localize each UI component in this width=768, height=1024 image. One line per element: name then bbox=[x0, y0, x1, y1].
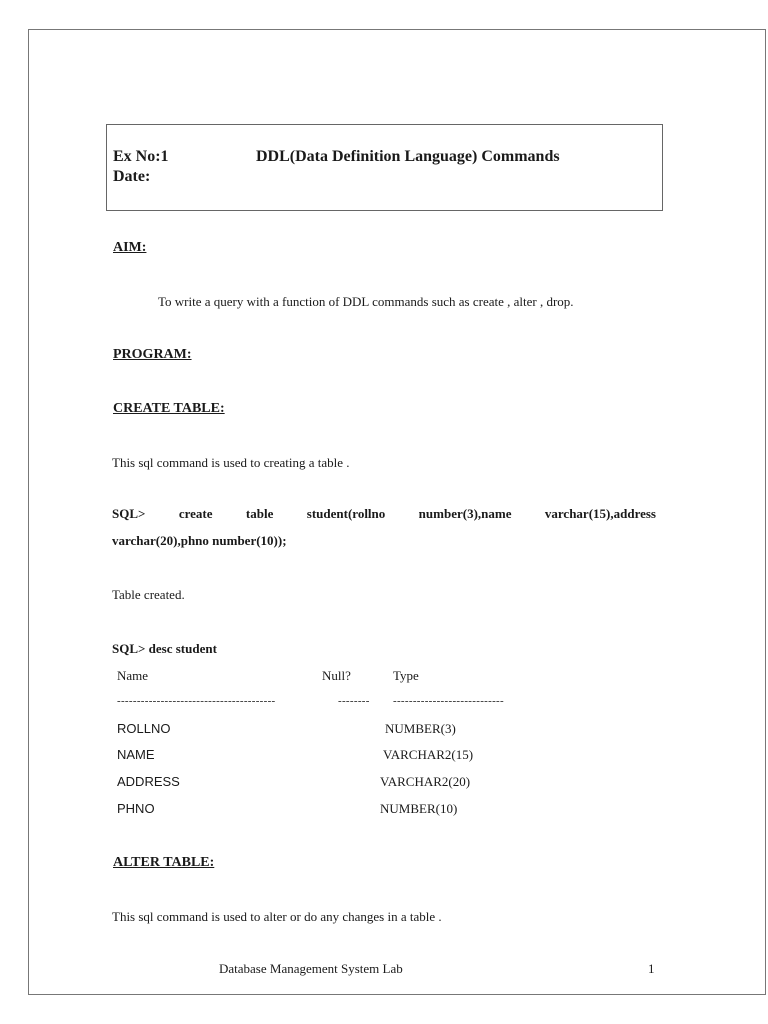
aim-heading: AIM: bbox=[113, 240, 147, 255]
create-table-heading: CREATE TABLE: bbox=[113, 401, 225, 416]
desc-command: SQL> desc student bbox=[112, 641, 217, 656]
desc-row-type: VARCHAR2(20) bbox=[380, 774, 471, 789]
desc-row-type: NUMBER(10) bbox=[380, 801, 458, 816]
alter-table-description: This sql command is used to alter or do any changes in a table . bbox=[112, 909, 442, 924]
program-heading: PROGRAM: bbox=[113, 347, 192, 362]
date-label: Date: bbox=[113, 168, 151, 185]
footer-page-number: 1 bbox=[648, 961, 655, 976]
desc-column-null: Null? bbox=[322, 668, 351, 683]
desc-separator-name: ---------------------------------------- bbox=[117, 695, 276, 707]
exercise-number: Ex No:1 bbox=[113, 148, 169, 165]
exercise-title: DDL(Data Definition Language) Commands bbox=[256, 148, 560, 165]
desc-column-name: Name bbox=[117, 668, 149, 683]
table-created-result: Table created. bbox=[112, 587, 185, 602]
desc-row-name: ROLLNO bbox=[117, 721, 171, 736]
desc-row-type: NUMBER(3) bbox=[385, 721, 456, 736]
desc-row-name: PHNO bbox=[117, 801, 155, 816]
create-sql-line-1: SQL> create table student(rollno number(3),name varchar(15),address bbox=[112, 506, 656, 521]
aim-text: To write a query with a function of DDL commands such as create , alter , drop. bbox=[158, 294, 574, 309]
alter-table-heading: ALTER TABLE: bbox=[113, 855, 215, 870]
exercise-header-box bbox=[106, 124, 663, 211]
create-sql-line-2: varchar(20),phno number(10)); bbox=[112, 533, 287, 548]
desc-row-name: NAME bbox=[117, 747, 155, 762]
create-table-description: This sql command is used to creating a table . bbox=[112, 455, 350, 470]
desc-row-type: VARCHAR2(15) bbox=[383, 747, 474, 762]
footer-title: Database Management System Lab bbox=[219, 961, 403, 976]
desc-separator-type: ---------------------------- bbox=[393, 695, 504, 707]
desc-row-name: ADDRESS bbox=[117, 774, 180, 789]
desc-separator-null: -------- bbox=[338, 695, 370, 707]
desc-column-type: Type bbox=[393, 668, 419, 683]
